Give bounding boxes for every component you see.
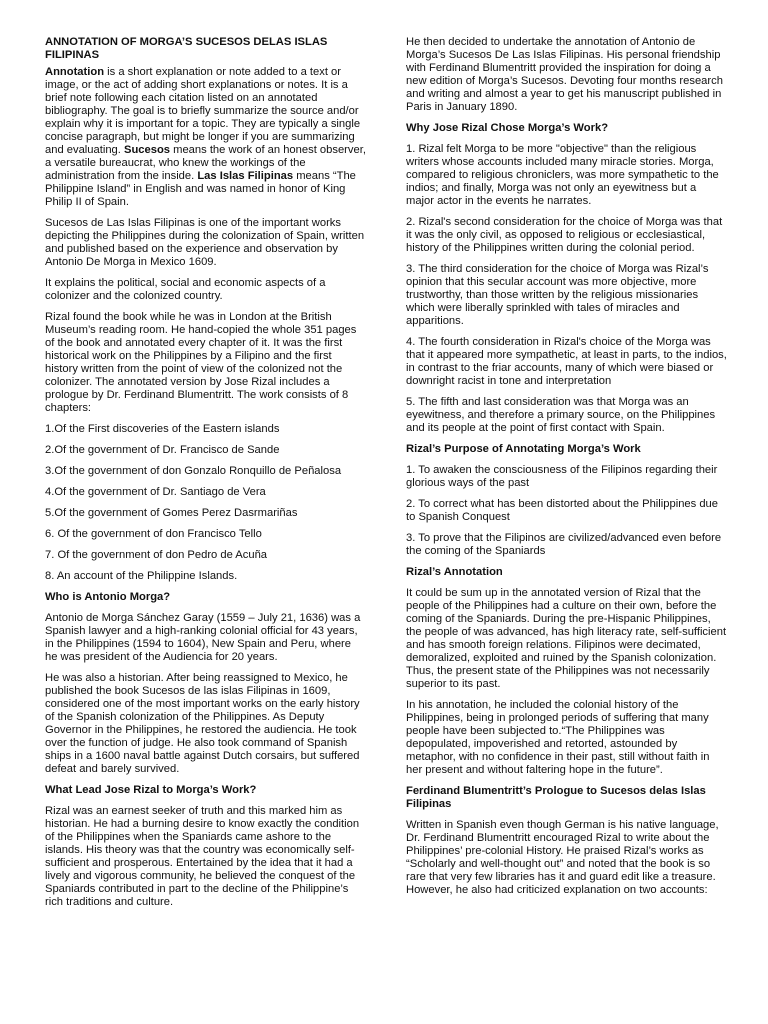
chapter-item: 4.Of the government of Dr. Santiago de Vera — [45, 486, 266, 498]
reason-item: 1. Rizal felt Morga to be more "objective" than the religious writers whose accounts included many miracle stories. Morga, compared to religious chroniclers, was more sympathetic to the indios; and finally, Morga was not only an eyewitness but a major actor in the events he narrates. — [406, 143, 719, 207]
section-heading-prologue: Ferdinand Blumentritt’s Prologue to Sucesos delas Islas Filipinas — [406, 785, 706, 810]
chapter-item: 6. Of the government of don Francisco Tello — [45, 528, 262, 540]
paragraph: He was also a historian. After being reassigned to Mexico, he published the book Sucesos de las islas Filipinas in 1609, considered one of the most important works on the early history of the Spanish colonization of the Philippines. As Deputy Governor in the Philippines, he restored the audiencia. He took over the function of judge. He also took command of Spanish ships in a 1600 naval battle against Dutch corsairs, but suffered defeat and barely survived. — [45, 672, 360, 775]
chapter-item: 5.Of the government of Gomes Perez Dasrmariñas — [45, 507, 298, 519]
chapter-item: 1.Of the First discoveries of the Eastern islands — [45, 423, 280, 435]
purpose-item: 3. To prove that the Filipinos are civilized/advanced even before the coming of the Spaniards — [406, 532, 722, 557]
paragraph: He then decided to undertake the annotation of Antonio de Morga’s Sucesos De Las Islas Filipinas. His personal friendship with Ferdinand Blumentritt provided the inspiration for doing a new edition of Morga’s Sucesos. Devoting four months research and writing and almost a year to get his manuscript published in Paris in January 1890. — [406, 36, 723, 113]
reason-item: 3. The third consideration for the choice of Morga was Rizal’s opinion that this secular account was more objective, more trustworthy, than those written by the religious missionaries which were liberally sprinkled with tales of miracles and apparitions. — [406, 263, 709, 327]
section-heading-morga: Who is Antonio Morga? — [45, 591, 171, 603]
chapter-item: 8. An account of the Philippine Islands. — [45, 570, 238, 582]
section-heading-why: Why Jose Rizal Chose Morga’s Work? — [406, 122, 609, 134]
section-heading-annotation: Rizal’s Annotation — [406, 566, 503, 578]
paragraph: Sucesos de Las Islas Filipinas is one of the important works depicting the Philippines during the colonization of Spain, written and published based on the experience and observation by Antonio De Morga in Mexico 1609. — [45, 217, 365, 268]
intro-paragraph: Annotation is a short explanation or note added to a text or image, or the act of adding short explanations or notes. It is a brief note following each citation listed on an annotated bibliography. The goal is to briefly summarize the source and/or explain why it is important for a topic. They are typically a single concise paragraph, but might be longer if you are summarizing and evaluating. Sucesos means the work of an honest observer, a versatile bureaucrat, who knew the workings of the administration from the inside. Las Islas Filipinas means “The Philippine Island” in English and was named in honor of King Philip II of Spain. — [45, 66, 366, 208]
chapter-item: 3.Of the government of don Gonzalo Ronquillo de Peñalosa — [45, 465, 342, 477]
term-sucesos: Sucesos — [124, 144, 171, 156]
paragraph: It could be sum up in the annotated version of Rizal that the people of the Philippines had a culture on their own, before the coming of the Spaniards. During the pre-Hispanic Philippines, the people of was advanced, has high literacy rate, self-sufficient and has smooth foreign relations. Filipinos were decimated, demoralized, exploited and ruined by the Spanish colonization. Thus, the present state of the Philippines was not necessarily superior to its past. — [406, 587, 727, 690]
section-heading-purpose: Rizal’s Purpose of Annotating Morga’s Work — [406, 443, 641, 455]
paragraph: Rizal was an earnest seeker of truth and this marked him as historian. He had a burning desire to know exactly the condition of the Philippines when the Spaniards came ashore to the islands. His theory was that the country was economically self-sufficient and prosperous. Entertained by the idea that it had a lively and vigorous community, he believed the conquest of the Spaniards contributed in part to the decline of the Philippine’s rich traditions and culture. — [45, 805, 360, 908]
purpose-item: 1. To awaken the consciousness of the Filipinos regarding their glorious ways of the past — [406, 464, 718, 489]
purpose-item: 2. To correct what has been distorted about the Philippines due to Spanish Conquest — [406, 498, 719, 523]
document-title: ANNOTATION OF MORGA’S SUCESOS DELAS ISLAS FILIPINAS — [45, 36, 328, 61]
left-column — [45, 36, 366, 917]
paragraph: In his annotation, he included the colonial history of the Philippines, being in prolonged periods of suffering that many people have been subjected to.“The Philippines was depopulated, impoverished and retorted, astounded by metaphor, with no confidence in their past, still without faith in her present and without faltering hope in the future”. — [406, 699, 710, 776]
paragraph: Rizal found the book while he was in London at the British Museum’s reading room. He hand-copied the whole 351 pages of the book and annotated every chapter of it. It was the first historical work on the Philippines by a Filipino and the first history written from the point of view of the colonized not the colonizer. The annotated version by Jose Rizal includes a prologue by Dr. Ferdinand Blumentritt. The work consists of 8 chapters: — [45, 311, 357, 414]
term-annotation: Annotation — [45, 66, 105, 78]
reason-item: 2. Rizal's second consideration for the choice of Morga was that it was the only civil, as opposed to religious or ecclesiastical, history of the Philippines written during the colonial period. — [406, 216, 723, 254]
paragraph: Antonio de Morga Sánchez Garay (1559 – July 21, 1636) was a Spanish lawyer and a high-ranking colonial official for 43 years, in the Philippines (1594 to 1604), New Spain and Peru, where he was president of the Audiencia for 20 years. — [45, 612, 361, 663]
paragraph: Written in Spanish even though German is his native language, Dr. Ferdinand Blumentritt encouraged Rizal to write about the Philippines’ pre-colonial History. He praised Rizal’s works as “Scholarly and well-thought out” and noted that the book is so rare that very few libraries has it and guard edit like a treasure. However, he also had criticized explanation on two accounts: — [406, 819, 719, 896]
paragraph: It explains the political, social and economic aspects of a colonizer and the colonized country. — [45, 277, 326, 302]
right-column — [406, 36, 727, 905]
term-islas-filipinas: Las Islas Filipinas — [197, 170, 294, 182]
section-heading-lead: What Lead Jose Rizal to Morga’s Work? — [45, 784, 257, 796]
chapter-item: 7. Of the government of don Pedro de Acuña — [45, 549, 268, 561]
reason-item: 4. The fourth consideration in Rizal's choice of the Morga was that it appeared more sympathetic, at least in parts, to the indios, in contrast to the friar accounts, many of which were biased or downright racist in tone and interpretation — [406, 336, 727, 387]
reason-item: 5. The fifth and last consideration was that Morga was an eyewitness, and therefore a primary source, on the Philippines and its people at the point of first contact with Spain. — [406, 396, 716, 434]
chapter-item: 2.Of the government of Dr. Francisco de Sande — [45, 444, 280, 456]
